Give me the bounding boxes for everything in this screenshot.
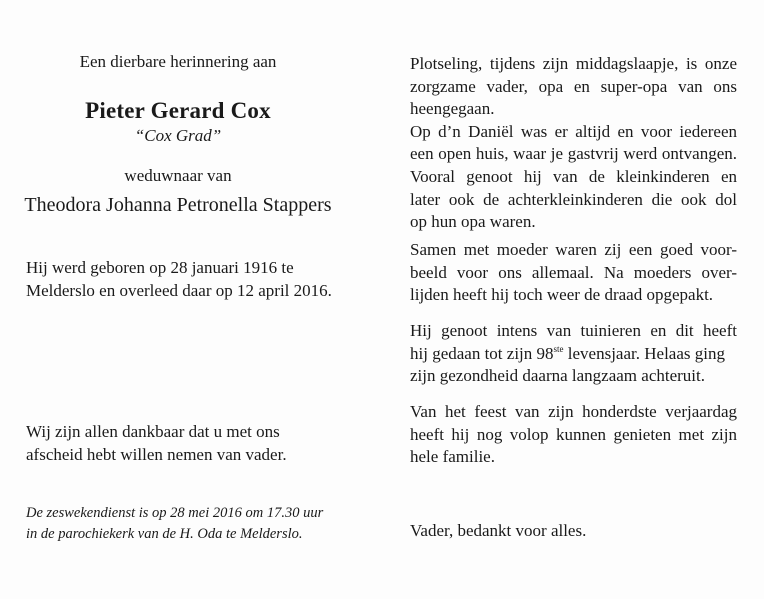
paragraph-line: Op d’n Daniël was er altijd en voor iedereen: [410, 121, 737, 141]
memory-paragraph-3: [410, 320, 737, 388]
paragraph-line: beeld voor ons allemaal. Na moeders over-: [410, 262, 737, 282]
paragraph-line: hele familie.: [410, 447, 495, 467]
paragraph-line: Samen met moeder waren zij een goed voor-: [410, 240, 737, 259]
paragraph-line: op hun opa waren.: [410, 212, 536, 232]
ordinal-suffix: ste: [553, 343, 564, 354]
paragraph-line: heengegaan.: [410, 99, 495, 119]
line-end: levensjaar. Helaas ging: [563, 343, 725, 363]
widower-text: weduwnaar van: [124, 166, 232, 185]
paragraph-line: Plotseling, tijdens zijn middagslaapje, is onze: [410, 54, 737, 73]
closing-line: Vader, bedankt voor alles.: [410, 521, 587, 540]
intro-text: Een dierbare herinnering aan: [79, 52, 277, 71]
memory-paragraph-1: [410, 53, 737, 234]
paragraph-line: later ook de achterkleinkinderen die ook dol: [410, 189, 737, 209]
paragraph-line: Hij genoot intens van tuinieren en dit heeft: [410, 321, 737, 340]
line-start: hij gedaan tot zijn 98: [410, 343, 554, 363]
paragraph-line: lijden heeft hij toch weer de draad opgepakt.: [410, 285, 714, 305]
service-line: De zeswekendienst is op 28 mei 2016 om 17.30 uur: [26, 505, 324, 521]
thanks-paragraph: [26, 421, 287, 466]
paragraph-line: [410, 343, 737, 366]
paragraph-line: Vooral genoot hij van de kleinkinderen en: [410, 166, 737, 186]
service-notice: [26, 503, 323, 545]
paragraph-line: zorgzame vader, opa en super-opa van ons: [410, 76, 737, 96]
thanks-line: Wij zijn allen dankbaar dat u met ons: [26, 422, 280, 441]
birth-line: Hij werd geboren op 28 januari 1916 te: [26, 258, 294, 277]
memory-paragraph-4: [410, 401, 737, 469]
deceased-nickname: “Cox Grad”: [134, 126, 222, 145]
paragraph-line: een open huis, waar je gastvrij werd ontvangen.: [410, 144, 737, 164]
paragraph-line: heeft hij nog volop kunnen genieten met zijn: [410, 424, 737, 444]
birth-death-paragraph: [26, 257, 332, 302]
thanks-line: afscheid hebt willen nemen van vader.: [26, 444, 287, 464]
paragraph-line: zijn gezondheid daarna langzaam achteruit.: [410, 366, 705, 386]
spouse-name: Theodora Johanna Petronella Stappers: [24, 194, 332, 216]
service-line: in de parochiekerk van de H. Oda te Melderslo.: [26, 526, 303, 542]
right-panel: [382, 0, 764, 599]
memory-paragraph-2: [410, 239, 737, 307]
deceased-name: Pieter Gerard Cox: [85, 98, 271, 123]
death-line: Melderslo en overleed daar op 12 april 2016.: [26, 280, 332, 300]
paragraph-line: Van het feest van zijn honderdste verjaardag: [410, 402, 737, 421]
